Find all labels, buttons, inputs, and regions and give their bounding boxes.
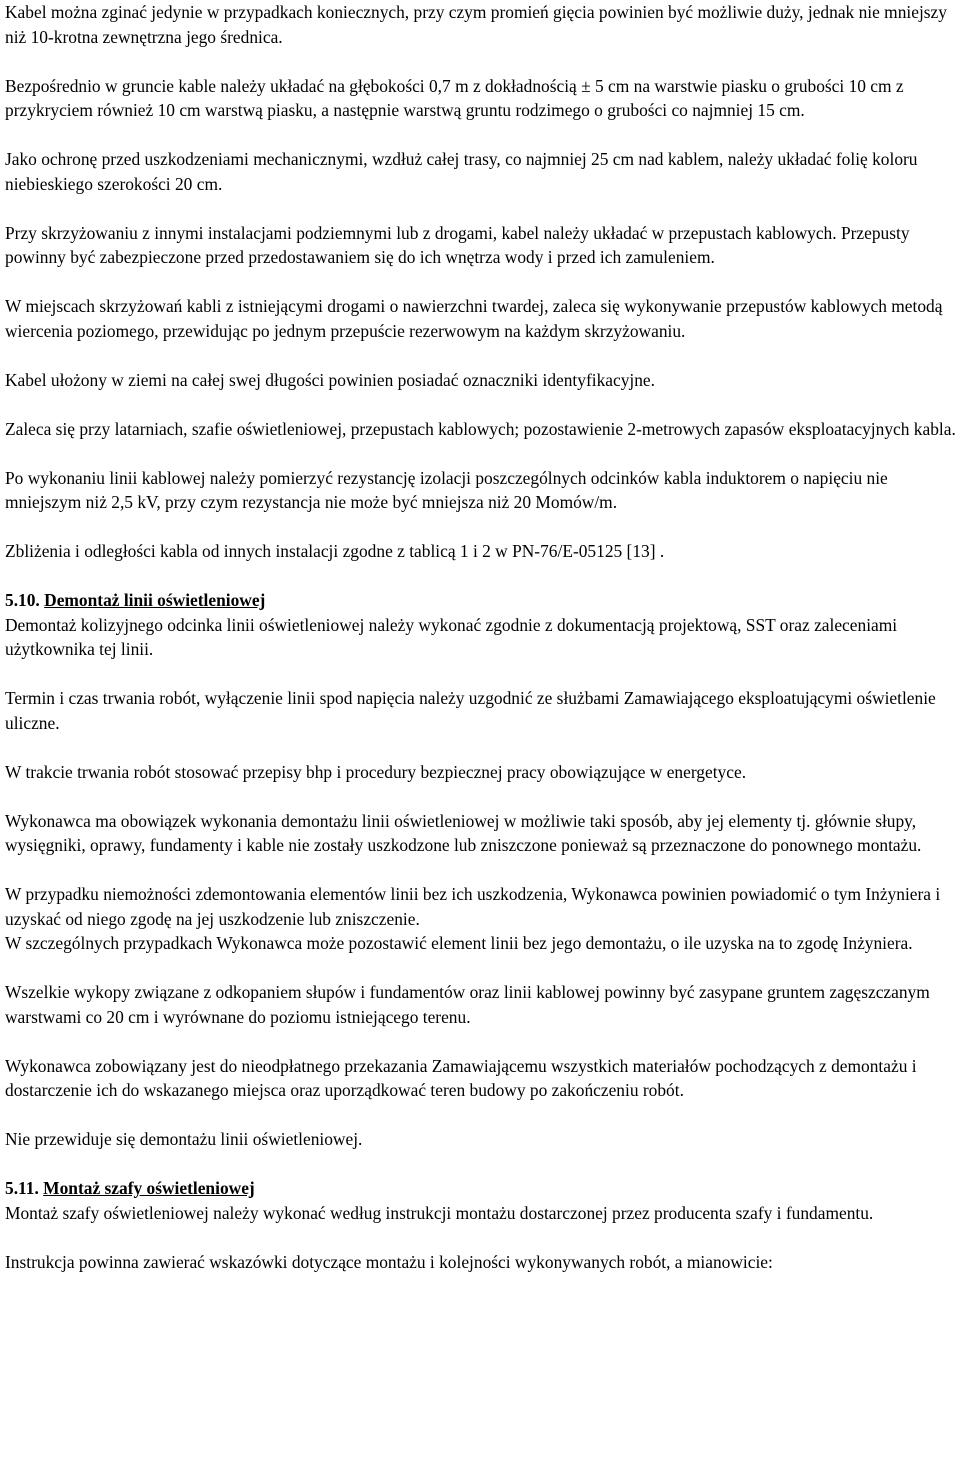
paragraph-installation-instructions: Instrukcja powinna zawierać wskazówki dotyczące montażu i kolejności wykonywanych robót, a mianowicie: (5, 1251, 773, 1272)
section-title: Demontaż linii oświetleniowej (44, 590, 266, 610)
paragraph-clearances: Zbliżenia i odległości kabla od innych instalacji zgodne z tablicą 1 i 2 w PN-76/E-05125 [13] . (5, 541, 665, 561)
paragraph-damage-notification: W przypadku niemożności zdemontowania elementów linii bez ich uszkodzenia, Wykonawca powinien powiadomić o tym Inżyniera i uzyskać od niego zgodę na jej uszkodzenie lub zniszczenie. (5, 884, 941, 929)
paragraph-protective-foil: Jako ochronę przed uszkodzeniami mechanicznymi, wzdłuż całej trasy, co najmniej 25 cm nad kablem, należy układać folię koloru niebieskiego szerokości 20 cm. (5, 149, 918, 194)
paragraph-contractor-obligation: Wykonawca ma obowiązek wykonania demontażu linii oświetleniowej w możliwie taki sposób, aby jej elementy tj. głównie słupy, wysięgniki, oprawy, fundamenty i kable nie zostały uszkodzone lub zniszczone ponieważ są przeznaczone do ponownego montażu. (5, 810, 922, 855)
paragraph-backfilling: Wszelkie wykopy związane z odkopaniem słupów i fundamentów oraz linii kablowej powinny być zasypane gruntem zagęszczanym warstwami co 20 cm i wyrównane do poziomu istniejącego terenu. (5, 982, 930, 1027)
paragraph-cabinet-installation: Montaż szafy oświetleniowej należy wykonać według instrukcji montażu dostarczonej przez producenta szafy i fundamentu. (5, 1202, 874, 1223)
section-title: Montaż szafy oświetleniowej (43, 1178, 255, 1198)
paragraph-cable-reserves: Zaleca się przy latarniach, szafie oświetleniowej, przepustach kablowych; pozostawienie 2-metrowych zapasów eksploatacyjnych kabla. (5, 418, 956, 439)
paragraph-safety-rules: W trakcie trwania robót stosować przepisy bhp i procedury bezpiecznej pracy obowiązujące w energetyce. (5, 761, 747, 782)
paragraph-crossings: Przy skrzyżowaniu z innymi instalacjami podziemnymi lub z drogami, kabel należy układać w przepustach kablowych. Przepusty powinny być zabezpieczone przed przedostawaniem się do ich wnętrza wody i przed ich zamuleniem. (5, 222, 910, 267)
paragraph-dismantling-schedule: Termin i czas trwania robót, wyłączenie linii spod napięcia należy uzgodnić ze służbami Zamawiającego eksploatującymi oświetlenie uliczne. (5, 688, 936, 733)
paragraph-cable-bending: Kabel można zginać jedynie w przypadkach koniecznych, przy czym promień gięcia powinien być możliwie duży, jednak nie mniejszy niż 10-krotna zewnętrzna jego średnica. (5, 2, 947, 47)
paragraph-material-handover: Wykonawca zobowiązany jest do nieodpłatnego przekazania Zamawiającemu wszystkich materiałów pochodzących z demontażu i dostarczenie ich do wskazanego miejsca oraz uporządkować teren budowy po zakończeniu robót. (5, 1055, 917, 1100)
paragraph-dismantling-scope: Demontaż kolizyjnego odcinka linii oświetleniowej należy wykonać zgodnie z dokumentacją projektową, SST oraz zaleceniami użytkownika tej linii. (5, 614, 898, 659)
section-number: 5.10. (5, 590, 45, 610)
paragraph-leave-in-place: W szczególnych przypadkach Wykonawca może pozostawić element linii bez jego demontażu, o ile uzyska na to zgodę Inżyniera. (5, 933, 913, 953)
paragraph-insulation-measurement: Po wykonaniu linii kablowej należy pomierzyć rezystancję izolacji poszczególnych odcinków kabla induktorem o napięciu nie mniejszym niż 2,5 kV, przy czym rezystancja nie może być mniejsza niż 20 Momów/m. (5, 467, 888, 512)
paragraph-cable-depth: Bezpośrednio w gruncie kable należy układać na głębokości 0,7 m z dokładnością ± 5 cm na warstwie piasku o grubości 10 cm z przykryciem również 10 cm warstwą piasku, a następnie warstwą gruntu rodzimego o grubości co najmniej 15 cm. (5, 75, 904, 120)
section-heading-5-11 (5, 1176, 960, 1201)
paragraph-no-dismantling: Nie przewiduje się demontażu linii oświetleniowej. (5, 1129, 363, 1149)
paragraph-identification-markers: Kabel ułożony w ziemi na całej swej długości powinien posiadać oznaczniki identyfikacyjne. (5, 369, 656, 390)
document-page (5, 0, 960, 1274)
section-number: 5.11. (5, 1178, 44, 1198)
section-heading-5-10 (5, 588, 960, 613)
paragraph-road-crossings: W miejscach skrzyżowań kabli z istniejącymi drogami o nawierzchni twardej, zaleca się wykonywanie przepustów kablowych metodą wiercenia poziomego, przewidując po jednym przepuście rezerwowym na każdym skrzyżowaniu. (5, 296, 943, 341)
